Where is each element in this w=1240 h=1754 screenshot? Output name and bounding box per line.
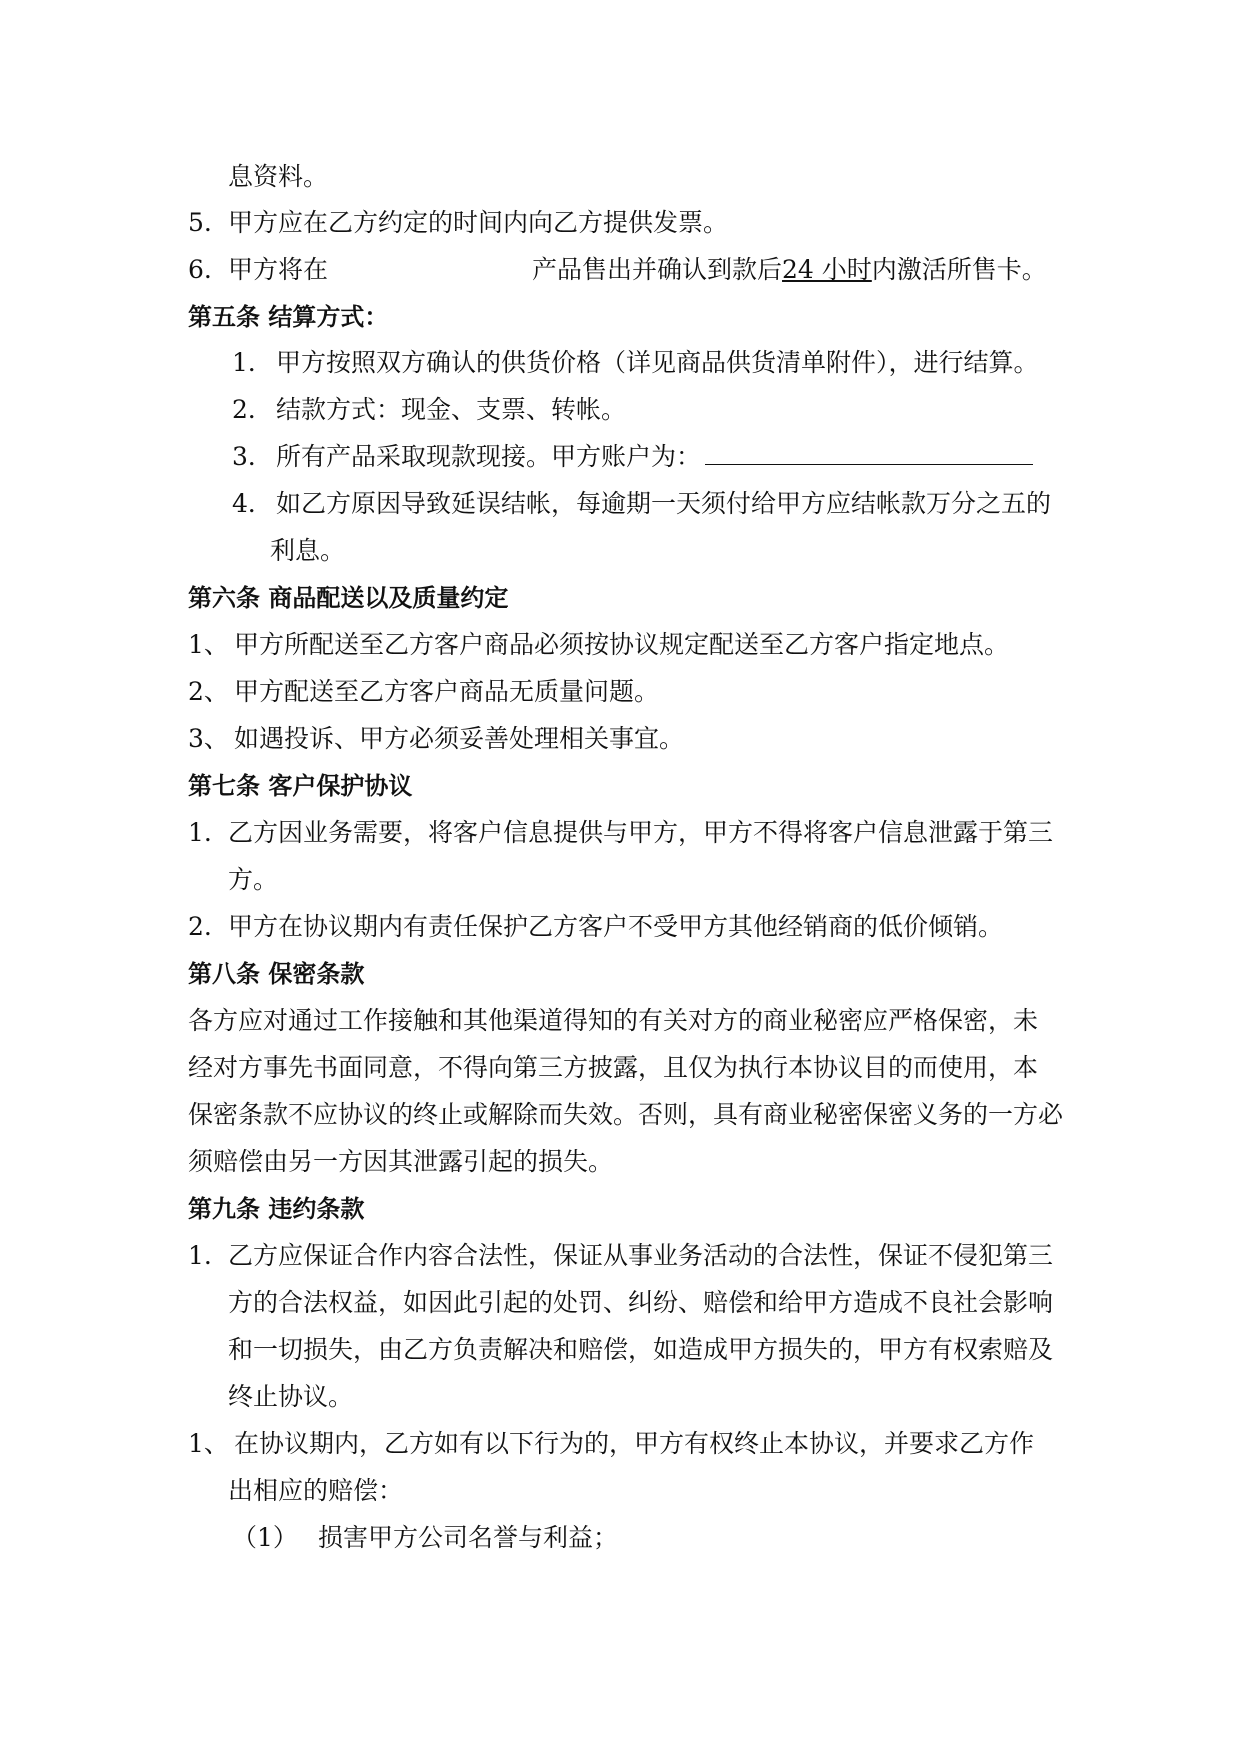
list-item bbox=[188, 1239, 1053, 1273]
continued-text: 和一切损失，由乙方负责解决和赔偿，如造成甲方损失的，甲方有权索赔及 bbox=[228, 1335, 1054, 1364]
list-number: 3． bbox=[232, 442, 273, 471]
list-text: 甲方应在乙方约定的时间内向乙方提供发票。 bbox=[228, 208, 729, 237]
list-number: 2、 bbox=[188, 677, 229, 706]
list-number: 3、 bbox=[188, 724, 229, 753]
list-item bbox=[188, 253, 1047, 287]
list-number: 6. bbox=[188, 255, 212, 284]
list-text: 甲方配送至乙方客户商品无质量问题。 bbox=[234, 677, 660, 706]
list-item bbox=[188, 1427, 1034, 1461]
account-blank-line bbox=[705, 440, 1033, 465]
paragraph-line: 各方应对通过工作接触和其他渠道得知的有关对方的商业秘密应严格保密，未 bbox=[188, 1006, 1039, 1035]
list-number: 1. bbox=[188, 818, 212, 847]
list-number: 2． bbox=[232, 395, 273, 424]
list-text: 在协议期内，乙方如有以下行为的，甲方有权终止本协议，并要求乙方作 bbox=[234, 1429, 1035, 1458]
list-item bbox=[232, 393, 626, 427]
continued-text: 利息。 bbox=[270, 536, 346, 565]
continued-text: 终止协议。 bbox=[228, 1382, 354, 1411]
list-text: 结款方式：现金、支票、转帐。 bbox=[276, 395, 627, 424]
list-text: 甲方将在 bbox=[228, 255, 329, 284]
list-text: 产品售出并确认到款后 bbox=[532, 255, 783, 284]
list-text: 甲方所配送至乙方客户商品必须按协议规定配送至乙方客户指定地点。 bbox=[234, 630, 1010, 659]
list-item bbox=[232, 346, 1039, 380]
list-number: 1、 bbox=[188, 1429, 229, 1458]
list-text: 甲方在协议期内有责任保护乙方客户不受甲方其他经销商的低价倾销。 bbox=[228, 912, 1004, 941]
list-number: 2. bbox=[188, 912, 212, 941]
list-text: 如乙方原因导致延误结帐，每逾期一天须付给甲方应结帐款万分之五的 bbox=[276, 489, 1052, 518]
continued-text: 息资料。 bbox=[228, 162, 329, 191]
list-text: 内激活所售卡。 bbox=[871, 255, 1047, 284]
paragraph-line: 须赔偿由另一方因其泄露引起的损失。 bbox=[188, 1147, 614, 1176]
list-item bbox=[188, 816, 1053, 850]
list-number: 1、 bbox=[188, 630, 229, 659]
section-heading: 第九条 违约条款 bbox=[188, 1195, 365, 1223]
sub-list-item bbox=[232, 1521, 618, 1555]
sub-list-number: （1） bbox=[232, 1523, 298, 1552]
list-number: 4． bbox=[232, 489, 273, 518]
continued-text: 方。 bbox=[228, 865, 279, 894]
list-text: 如遇投诉、甲方必须妥善处理相关事宜。 bbox=[234, 724, 685, 753]
continued-text: 出相应的赔偿： bbox=[228, 1476, 404, 1505]
list-text: 所有产品采取现款现接。甲方账户为： bbox=[276, 442, 702, 471]
list-item bbox=[188, 910, 1003, 944]
sub-list-text: 损害甲方公司名誉与利益； bbox=[318, 1523, 619, 1552]
section-heading: 第六条 商品配送以及质量约定 bbox=[188, 584, 509, 612]
list-number: 1． bbox=[232, 348, 273, 377]
list-item bbox=[188, 206, 728, 240]
list-number: 5. bbox=[188, 208, 212, 237]
section-heading: 第八条 保密条款 bbox=[188, 960, 365, 988]
list-item bbox=[188, 675, 659, 709]
list-item bbox=[188, 628, 1009, 662]
list-item bbox=[232, 487, 1051, 521]
continued-text: 方的合法权益，如因此引起的处罚、纠纷、赔偿和给甲方造成不良社会影响 bbox=[228, 1288, 1054, 1317]
hours-value: 24 小时 bbox=[782, 255, 872, 284]
section-heading: 第七条 客户保护协议 bbox=[188, 772, 413, 800]
section-heading: 第五条 结算方式： bbox=[188, 303, 389, 331]
list-text: 乙方因业务需要，将客户信息提供与甲方，甲方不得将客户信息泄露于第三 bbox=[228, 818, 1054, 847]
list-item bbox=[232, 440, 1033, 474]
paragraph-line: 保密条款不应协议的终止或解除而失效。否则，具有商业秘密保密义务的一方必 bbox=[188, 1100, 1064, 1129]
list-item bbox=[188, 722, 684, 756]
list-number: 1. bbox=[188, 1241, 212, 1270]
list-text: 甲方按照双方确认的供货价格（详见商品供货清单附件），进行结算。 bbox=[276, 348, 1039, 377]
paragraph-line: 经对方事先书面同意，不得向第三方披露，且仅为执行本协议目的而使用，本 bbox=[188, 1053, 1039, 1082]
list-text: 乙方应保证合作内容合法性，保证从事业务活动的合法性，保证不侵犯第三 bbox=[228, 1241, 1054, 1270]
